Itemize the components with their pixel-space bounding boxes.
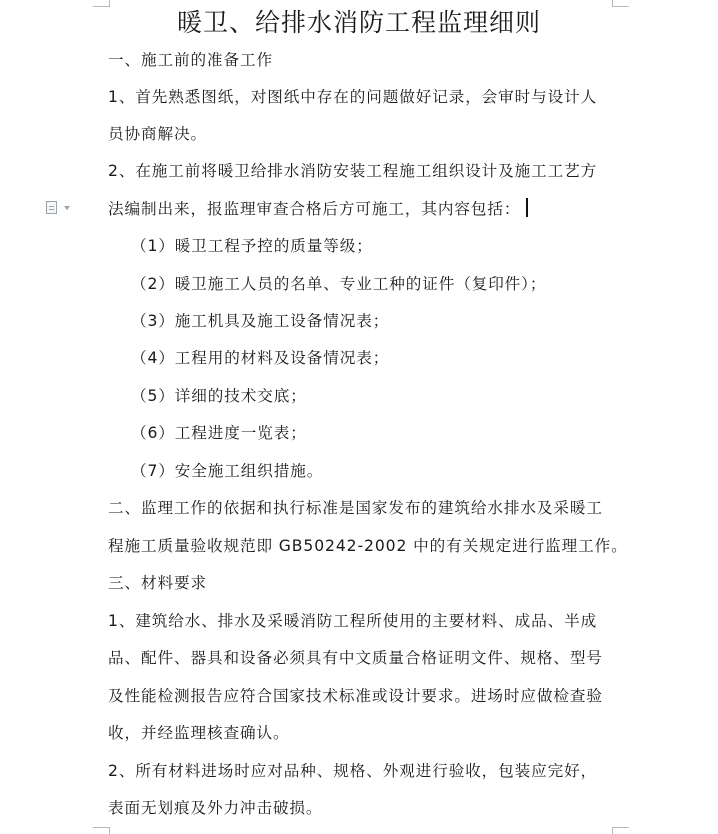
text-line: 及性能检测报告应符合国家技术标准或设计要求。进场时应做检查验 [108, 687, 603, 705]
list-item: （7）安全施工组织措施。 [131, 462, 324, 480]
chevron-down-icon[interactable] [64, 206, 70, 210]
text-line: 二、监理工作的依据和执行标准是国家发布的建筑给水排水及采暖工 [108, 499, 603, 517]
section-heading: 一、施工前的准备工作 [108, 51, 273, 69]
list-item: （4）工程用的材料及设备情况表； [131, 349, 390, 367]
list-item: （2）暖卫施工人员的名单、专业工种的证件（复印件）； [131, 275, 547, 293]
list-item: （3）施工机具及施工设备情况表； [131, 312, 390, 330]
section-heading: 三、材料要求 [108, 574, 207, 592]
text-line: 2、在施工前将暖卫给排水消防安装工程施工组织设计及施工工艺方 [108, 162, 598, 180]
text-line: 程施工质量验收规范即 GB50242-2002 中的有关规定进行监理工作。 [108, 537, 628, 555]
document-paragraph-icon[interactable] [46, 201, 57, 214]
text-line: 收，并经监理核查确认。 [108, 724, 290, 742]
list-item: （6）工程进度一览表； [131, 424, 307, 442]
text-line: 品、配件、器具和设备必须具有中文质量合格证明文件、规格、型号 [108, 649, 603, 667]
text-line: 表面无划痕及外力冲击破损。 [108, 799, 323, 817]
text-line: 法编制出来，报监理审查合格后方可施工，其内容包括： [108, 200, 521, 218]
document-title: 暖卫、给排水消防工程监理细则 [176, 8, 541, 37]
list-item: （5）详细的技术交底； [131, 387, 307, 405]
text-line: 1、建筑给水、排水及采暖消防工程所使用的主要材料、成品、半成 [108, 612, 598, 630]
text-line: 1、首先熟悉图纸，对图纸中存在的问题做好记录，会审时与设计人 [108, 88, 598, 106]
text-cursor [526, 198, 528, 217]
list-item: （1）暖卫工程予控的质量等级； [131, 237, 373, 255]
text-line: 2、所有材料进场时应对品种、规格、外观进行验收，包装应完好， [108, 762, 598, 780]
text-line-with-cursor[interactable] [108, 198, 528, 220]
text-line: 员协商解决。 [108, 125, 207, 143]
